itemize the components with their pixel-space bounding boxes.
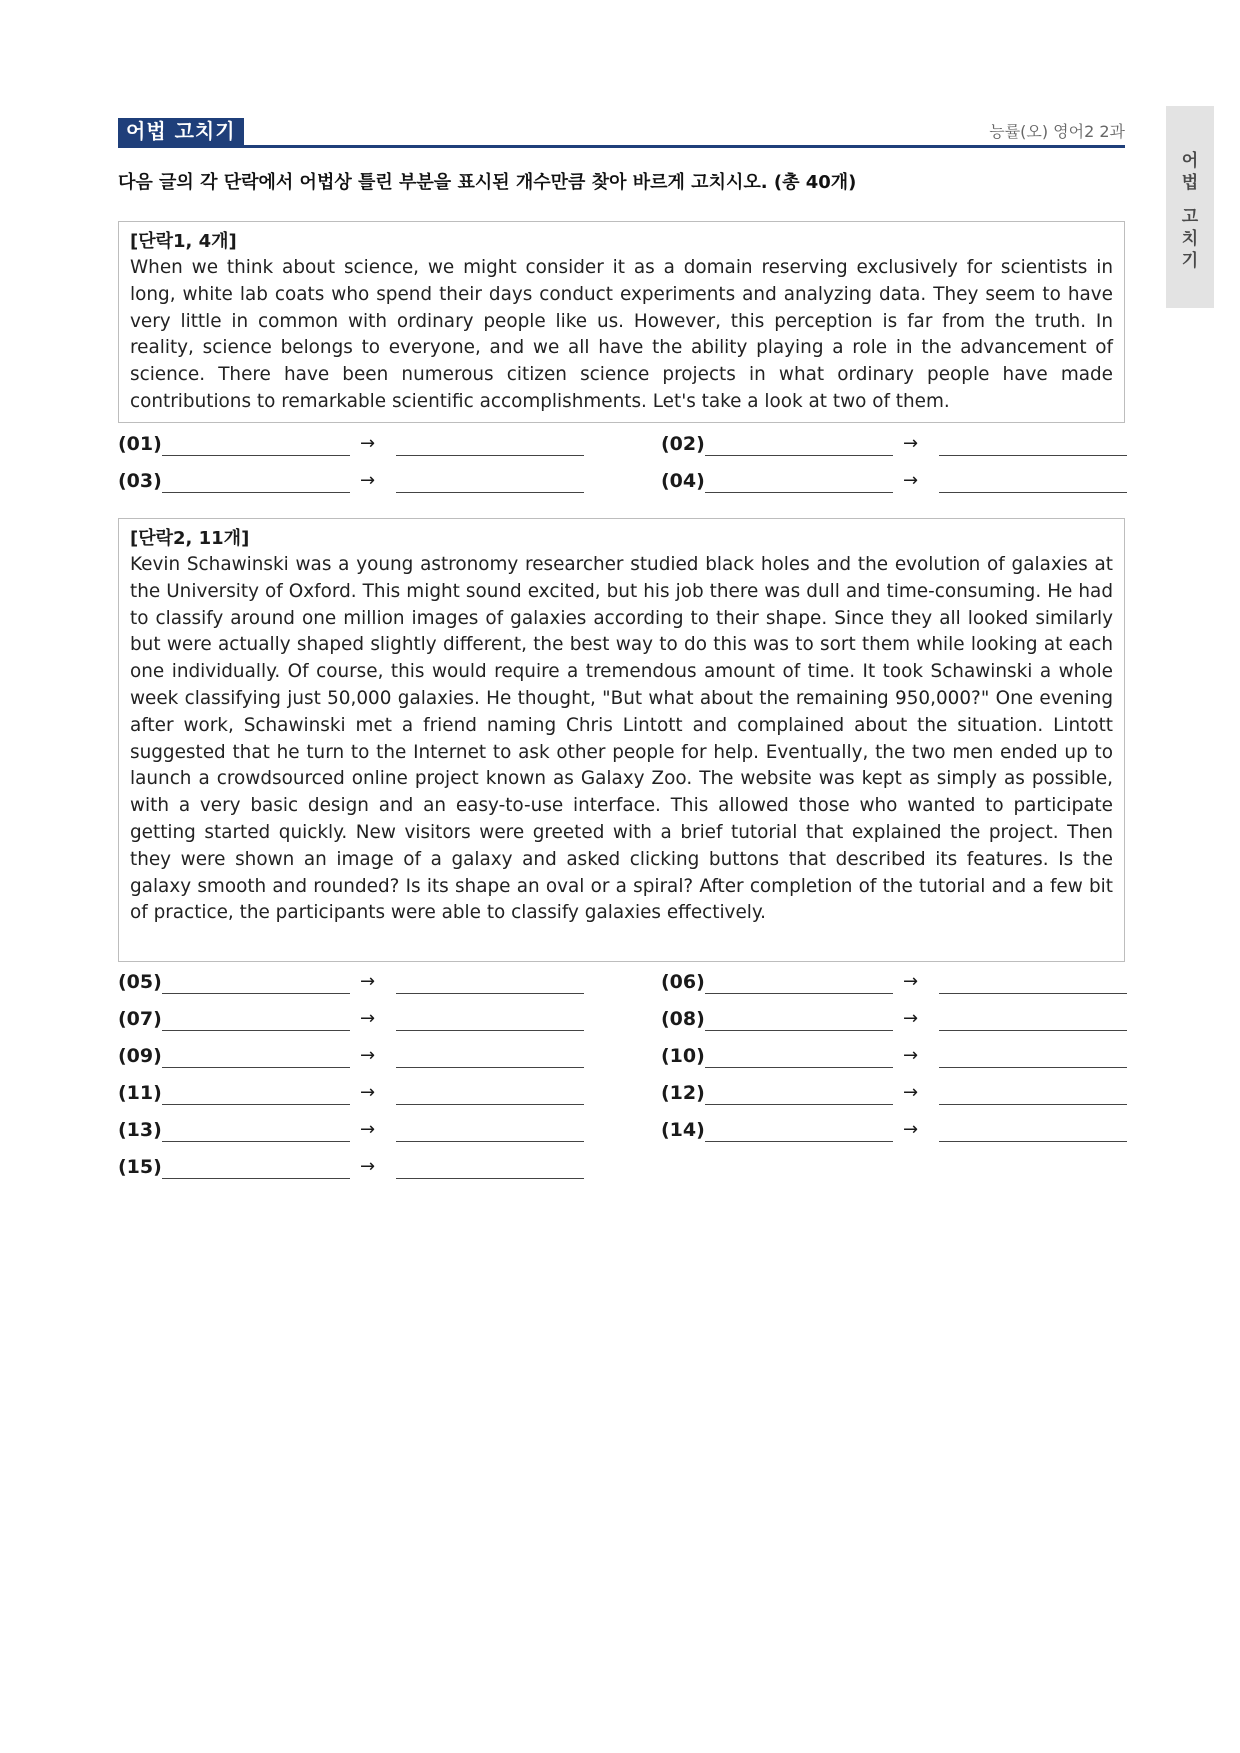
section-title: 어법 고치기 — [118, 118, 244, 145]
wrong-expression-blank[interactable] — [705, 993, 893, 994]
answer-number: (03) — [118, 470, 162, 492]
wrong-expression-blank[interactable] — [162, 1030, 350, 1031]
answer-row-08 — [661, 1005, 1129, 1035]
wrong-expression-blank[interactable] — [705, 1067, 893, 1068]
answer-number: (04) — [661, 470, 705, 492]
wrong-expression-blank[interactable] — [705, 1104, 893, 1105]
correction-blank[interactable] — [939, 993, 1127, 994]
answer-number: (02) — [661, 433, 705, 455]
answer-number: (05) — [118, 971, 162, 993]
correction-blank[interactable] — [396, 455, 584, 456]
wrong-expression-blank[interactable] — [162, 1067, 350, 1068]
answer-number: (08) — [661, 1008, 705, 1030]
answer-number: (10) — [661, 1045, 705, 1067]
side-tab-char: 어 — [1181, 151, 1199, 171]
arrow-icon: → — [903, 470, 919, 491]
arrow-icon: → — [360, 1082, 376, 1103]
arrow-icon: → — [903, 1008, 919, 1029]
arrow-icon: → — [360, 1045, 376, 1066]
side-tab-char: 법 — [1181, 173, 1199, 193]
answer-row-14 — [661, 1116, 1129, 1146]
correction-blank[interactable] — [396, 1178, 584, 1179]
correction-blank[interactable] — [939, 1067, 1127, 1068]
arrow-icon: → — [360, 971, 376, 992]
passage-heading: [단락2, 11개] — [130, 528, 250, 549]
side-tab-char: 고 — [1181, 207, 1199, 227]
answer-row-02 — [661, 430, 1129, 460]
arrow-icon: → — [360, 1119, 376, 1140]
side-tab-char: 기 — [1181, 251, 1199, 271]
answer-number: (14) — [661, 1119, 705, 1141]
correction-blank[interactable] — [939, 1030, 1127, 1031]
correction-blank[interactable] — [396, 492, 584, 493]
passage-text: When we think about science, we might consider it as a domain reserving exclusively for scientists in long, white lab coats who spend their days conduct experiments and analyzing data. They seem to have very little in common with ordinary people like us. However, this perception is far from the truth. In reality, science belongs to everyone, and we all have the ability playing a role in the advancement of science. There have been numerous citizen science projects in what ordinary people have made contributions to remarkable scientific accomplishments. Let's take a look at two of them. — [130, 257, 1113, 412]
answer-row-10 — [661, 1042, 1129, 1072]
passage-heading: [단락1, 4개] — [130, 231, 237, 252]
passage-box-2 — [118, 518, 1125, 962]
side-tab-label — [1166, 150, 1214, 272]
wrong-expression-blank[interactable] — [162, 1141, 350, 1142]
answer-row-05 — [118, 968, 586, 998]
answer-number: (11) — [118, 1082, 162, 1104]
side-tab-gap — [1166, 194, 1214, 206]
correction-blank[interactable] — [939, 492, 1127, 493]
arrow-icon: → — [903, 1045, 919, 1066]
arrow-icon: → — [903, 1119, 919, 1140]
answer-row-01 — [118, 430, 586, 460]
answer-row-09 — [118, 1042, 586, 1072]
wrong-expression-blank[interactable] — [705, 492, 893, 493]
passage-box-1 — [118, 221, 1125, 423]
wrong-expression-blank[interactable] — [705, 455, 893, 456]
wrong-expression-blank[interactable] — [705, 1030, 893, 1031]
answer-number: (12) — [661, 1082, 705, 1104]
answer-number: (13) — [118, 1119, 162, 1141]
answer-row-12 — [661, 1079, 1129, 1109]
correction-blank[interactable] — [396, 1141, 584, 1142]
wrong-expression-blank[interactable] — [162, 492, 350, 493]
wrong-expression-blank[interactable] — [162, 1104, 350, 1105]
arrow-icon: → — [360, 1008, 376, 1029]
answer-number: (01) — [118, 433, 162, 455]
answer-number: (07) — [118, 1008, 162, 1030]
arrow-icon: → — [360, 433, 376, 454]
arrow-icon: → — [903, 433, 919, 454]
arrow-icon: → — [360, 1156, 376, 1177]
answer-row-04 — [661, 467, 1129, 497]
correction-blank[interactable] — [939, 1104, 1127, 1105]
arrow-icon: → — [360, 470, 376, 491]
answer-row-07 — [118, 1005, 586, 1035]
wrong-expression-blank[interactable] — [162, 993, 350, 994]
answer-number: (06) — [661, 971, 705, 993]
answer-row-11 — [118, 1079, 586, 1109]
answer-row-06 — [661, 968, 1129, 998]
wrong-expression-blank[interactable] — [162, 455, 350, 456]
page-header — [118, 118, 1125, 148]
arrow-icon: → — [903, 971, 919, 992]
wrong-expression-blank[interactable] — [162, 1178, 350, 1179]
correction-blank[interactable] — [396, 1030, 584, 1031]
correction-blank[interactable] — [939, 455, 1127, 456]
arrow-icon: → — [903, 1082, 919, 1103]
passage-text: Kevin Schawinski was a young astronomy researcher studied black holes and the evolution of galaxies at the University of Oxford. This might sound excited, but his job there was dull and time-consuming. He had to classify around one million images of galaxies according to their shape. Since they all looked similarly but were actually shaped slightly different, the best way to do this was to sort them while looking at each one individually. Of course, this would require a tremendous amount of time. It took Schawinski a whole week classifying just 50,000 galaxies. He thought, "But what about the remaining 950,000?" One evening after work, Schawinski met a friend naming Chris Lintott and complained about the situation. Lintott suggested that he turn to the Internet to ask other people for help. Eventually, the two men ended up to launch a crowdsourced online project known as Galaxy Zoo. The website was kept as simply as possible, with a very basic design and an easy-to-use interface. This allowed those who wanted to participate getting started quickly. New visitors were greeted with a brief tutorial that explained the project. Then they were shown an image of a galaxy and asked clicking buttons that described its features. Is the galaxy smooth and rounded? Is its shape an oval or a spiral? After completion of the tutorial and a few bit of practice, the participants were able to classify galaxies effectively. — [130, 554, 1113, 924]
answer-number: (09) — [118, 1045, 162, 1067]
answer-row-13 — [118, 1116, 586, 1146]
wrong-expression-blank[interactable] — [705, 1141, 893, 1142]
answer-row-15 — [118, 1153, 586, 1183]
instruction-text: 다음 글의 각 단락에서 어법상 틀린 부분을 표시된 개수만큼 찾아 바르게 고치시오. (총 40개) — [118, 172, 857, 193]
course-label: 능률(오) 영어2 2과 — [989, 122, 1125, 141]
correction-blank[interactable] — [396, 993, 584, 994]
correction-blank[interactable] — [396, 1067, 584, 1068]
correction-blank[interactable] — [939, 1141, 1127, 1142]
side-tab — [1166, 106, 1214, 308]
answer-number: (15) — [118, 1156, 162, 1178]
correction-blank[interactable] — [396, 1104, 584, 1105]
side-tab-char: 치 — [1181, 229, 1199, 249]
answer-row-03 — [118, 467, 586, 497]
